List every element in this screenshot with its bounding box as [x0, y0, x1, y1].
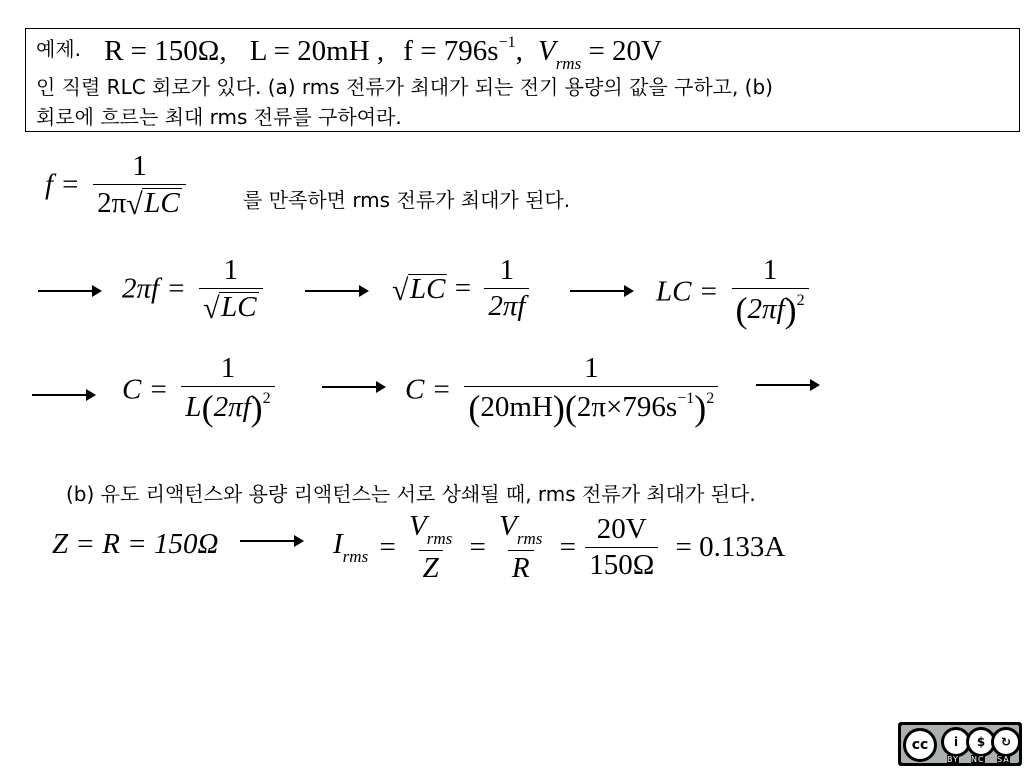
eq-c-numeric: C = $\frac{1}{(20mH)(2\pi\times 796s^{-1})^2}$: [405, 354, 718, 426]
given-voltage: $V_{rms} = 20V$: [537, 35, 663, 73]
sa-icon: ↻: [991, 727, 1021, 757]
license-sa-label: SA: [997, 755, 1010, 764]
eq-current: $I_{rms}$ = $\frac{V_{rms}}{Z}$ = $\frac{V_{rms}}{R}$ = $\frac{20V}{150\Omega}$ = 0.133A: [333, 510, 786, 584]
problem-box: [25, 28, 1020, 132]
part-b-text: (b) 유도 리액턴스와 용량 리액턴스는 서로 상쇄될 때, rms 전류가 최대가 된다.: [66, 482, 756, 506]
license-nc-label: NC: [971, 755, 985, 764]
eq-lc: LC = $\frac{1}{(2\pi f)^2}$: [656, 256, 809, 328]
arrow-icon: [570, 290, 632, 292]
arrow-icon: [756, 384, 818, 386]
license-by-label: BY: [947, 755, 959, 764]
given-resistance: R = 150Ω,: [104, 35, 227, 67]
resonance-equation: f = 1 2π √ LC: [45, 152, 186, 218]
arrow-icon: [305, 290, 367, 292]
problem-text-line3: 회로에 흐르는 최대 rms 전류를 구하여라.: [36, 105, 402, 129]
given-frequency: $f = 796s^{-1}$,: [403, 34, 523, 67]
cc-icon: cc: [903, 728, 937, 762]
problem-text-line2: 인 직렬 RLC 회로가 있다. (a) rms 전류가 최대가 되는 전기 용량의 값을 구하고, (b): [36, 75, 773, 99]
eq-sqrt-lc: √ LC = $\frac{1}{2\pi f}$: [392, 256, 529, 321]
arrow-icon: [322, 386, 384, 388]
problem-given-line: [36, 33, 662, 72]
by-icon: i: [941, 727, 971, 757]
eq-c-general: C = $\frac{1}{L(2\pi f)^2}$: [122, 354, 275, 426]
resonance-denominator: 2π √ LC: [93, 184, 186, 218]
cc-license-badge: [898, 722, 1022, 766]
eq-2pif: 2πf = 1 √ LC: [122, 256, 263, 322]
arrow-icon: [32, 394, 94, 396]
arrow-icon: [38, 290, 100, 292]
resonance-numerator: 1: [132, 150, 147, 182]
resonance-text: 를 만족하면 rms 전류가 최대가 된다.: [243, 188, 571, 212]
arrow-icon: [240, 540, 302, 542]
eq-impedance: Z = R = 150Ω: [52, 528, 219, 560]
problem-label: 예제.: [36, 37, 81, 61]
given-inductance: L = 20mH ,: [249, 35, 385, 67]
nc-icon: $: [966, 727, 996, 757]
